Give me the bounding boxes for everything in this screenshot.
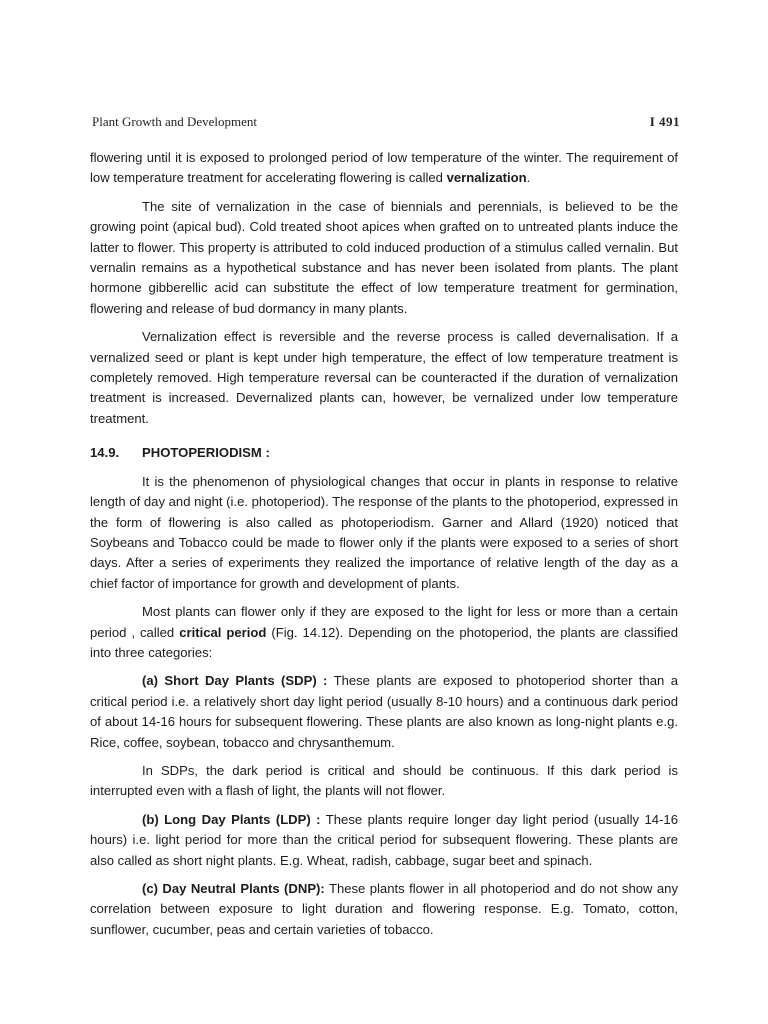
paragraph-vernalization-definition bbox=[90, 148, 678, 189]
paragraph-text: These plants flower in all photoperiod and do not show any correlation between exposure to light duration and flowering response. E.g. Tomato, cotton, sunflower, cucumber, peas and certain varieties of tobacco. bbox=[90, 881, 678, 937]
section-title: PHOTOPERIODISM : bbox=[142, 445, 270, 461]
term-vernalization: vernalization bbox=[446, 170, 527, 186]
running-header bbox=[92, 114, 680, 132]
paragraph-text: . bbox=[526, 170, 531, 186]
section-number: 14.9. bbox=[90, 445, 120, 461]
term-short-day-plants: (a) Short Day Plants (SDP) : bbox=[142, 673, 328, 689]
paragraph-text: These plants require longer day light period (usually 14-16 hours) i.e. light period for more than the critical period for subsequent flowering. These plants are also called as short night plants. E.g. Wheat, radish, cabbage, sugar beet and spinach. bbox=[90, 811, 678, 868]
paragraph-devernalisation: Vernalization effect is reversible and the reverse process is called devernalisation. If a vernalized seed or plant is kept under high temperature, the effect of low temperature treatment is completely removed. High temperature reversal can be counteracted if the duration of vernalization treatment is increased. Devernalized plants can, however, be vernalized under low temperature treatment. bbox=[90, 329, 678, 426]
paragraph-vernalization-site: The site of vernalization in the case of biennials and perennials, is believed to be the growing point (apical bud). Cold treated shoot apices when grafted on to untreated plants induce the latter to flower. This property is attributed to cold induced production of a stimulus called vernalin. But vernalin remains as a hypothetical substance and has never been isolated from plants. The plant hormone gibberellic acid can substitute the effect of low temperature treatment for germination, flowering and release of bud dormancy in many plants. bbox=[90, 198, 678, 316]
term-long-day-plants: (b) Long Day Plants (LDP) : bbox=[142, 811, 321, 827]
paragraph-short-day-plants bbox=[90, 671, 678, 753]
paragraph-critical-period bbox=[90, 602, 678, 663]
paragraph-day-neutral-plants bbox=[90, 879, 678, 940]
term-day-neutral-plants: (c) Day Neutral Plants (DNP): bbox=[142, 881, 325, 896]
term-critical-period: critical period bbox=[179, 624, 267, 640]
paragraph-sdp-dark-period: In SDPs, the dark period is critical and should be continuous. If this dark period is interrupted even with a flash of light, the plants will not flower. bbox=[90, 762, 678, 799]
paragraph-text: Most plants can flower only if they are exposed to the light for less or more than a certain period , called bbox=[90, 604, 678, 640]
paragraph-long-day-plants bbox=[90, 810, 678, 871]
running-title: Plant Growth and Development bbox=[92, 114, 257, 129]
paragraph-text: flowering until it is exposed to prolonged period of low temperature of the winter. The requirement of low temperature treatment for accelerating flowering is called bbox=[90, 150, 678, 186]
paragraph-text: (Fig. 14.12). Depending on the photoperiod, the plants are classified into three categories: bbox=[90, 624, 678, 660]
section-heading bbox=[90, 443, 678, 463]
page-number: I 491 bbox=[649, 114, 680, 129]
paragraph-photoperiodism-definition: It is the phenomenon of physiological changes that occur in plants in response to relative length of day and night (i.e. photoperiod). The response of the plants to the photoperiod, expressed in the form of flowering is also called as photoperiodism. Garner and Allard (1920) noticed that Soybeans and Tobacco could be made to flower only if the plants were exposed to a series of short days. After a series of experiments they realized the importance of relative length of the day as a chief factor of importance for growth and development of plants. bbox=[90, 473, 678, 591]
page-body bbox=[90, 148, 678, 948]
paragraph-text: These plants are exposed to photoperiod shorter than a critical period i.e. a relatively short day light period (usually 8-10 hours) and a continuous dark period of about 14-16 hours for subsequent flowering. These plants are also known as long-night plants e.g. Rice, coffee, soybean, tobacco and chrysanthemum. bbox=[90, 673, 678, 750]
